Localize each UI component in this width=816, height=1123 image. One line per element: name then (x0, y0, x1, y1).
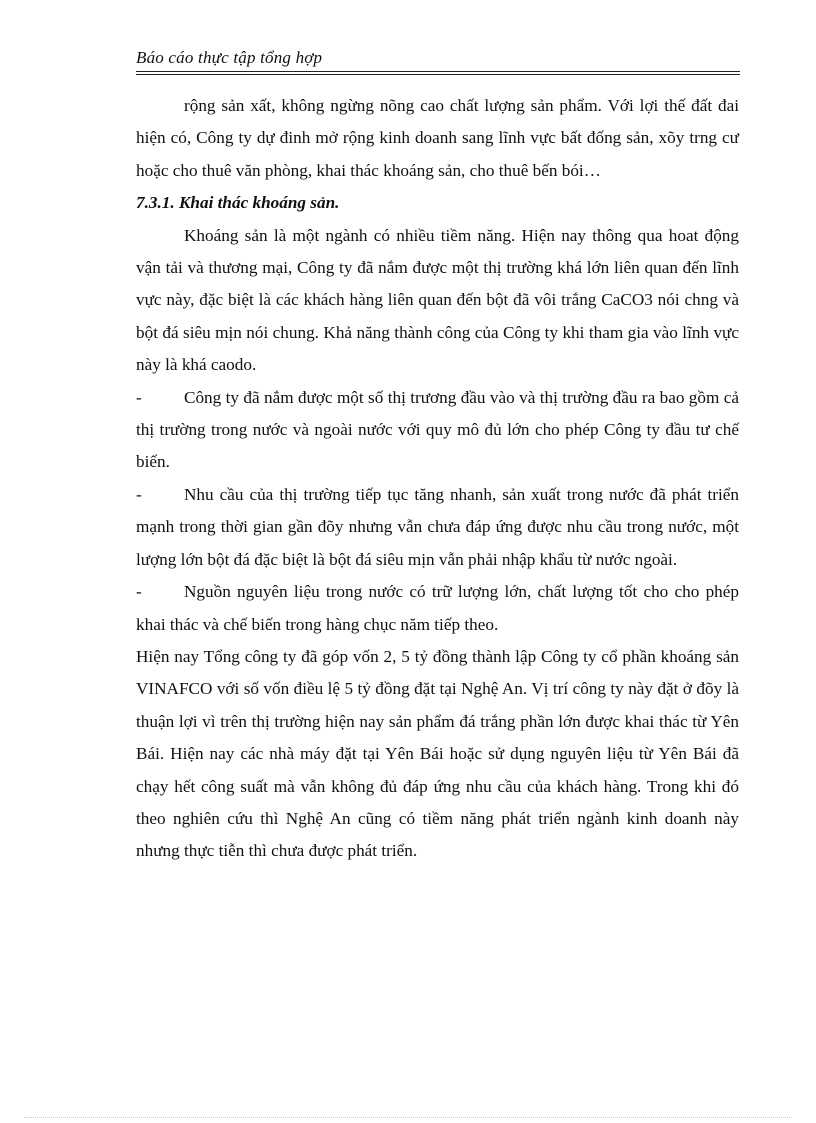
bullet-dash: - (136, 387, 142, 407)
page-header (136, 48, 740, 75)
bullet-dash: - (136, 582, 142, 602)
paragraph-vinafco: Hiện nay Tổng công ty đã góp vốn 2, 5 tỷ đồng thành lập Công ty cổ phần khoáng sản VINAFCO với số vốn điều lệ 5 tỷ đồng đặt tại Nghệ An. Vị trí công ty này đặt ở đõy là thuận lợi vì trên thị trường hiện nay sản phẩm đá trắng phần lớn được khai thác từ Yên Bái. Hiện nay các nhà máy đặt tại Yên Bái hoặc sử dụng nguyên liệu từ Yên Bái đã chạy hết công suất mà vẫn không đủ đáp ứng nhu cầu của khách hàng. Trong khi đó theo nghiên cứu thì Nghệ An cũng có tiềm năng phát triển ngành kinh doanh này nhưng thực tiễn thì chưa được phát triển. (136, 646, 739, 861)
bullet-item (136, 479, 739, 576)
header-title: Báo cáo thực tập tổng hợp (136, 48, 323, 67)
bullet-text: Nguồn nguyên liệu trong nước có trữ lượng lớn, chất lượng tốt cho cho phép khai thác và chế biến trong hàng chục năm tiếp theo. (136, 582, 739, 634)
page-bottom-border (24, 1117, 792, 1118)
header-rule-secondary (136, 74, 740, 75)
section-heading: 7.3.1. Khai thác khoáng sản. (136, 193, 340, 213)
bullet-dash: - (136, 484, 142, 504)
bullet-text: Công ty đã nắm được một số thị trương đầu vào và thị trường đầu ra bao gồm cả thị trường trong nước và ngoài nước với quy mô đủ lớn cho phép Công ty đầu tư chế biến. (136, 387, 739, 472)
header-rule (136, 71, 740, 72)
paragraph-minerals: Khoáng sản là một ngành có nhiều tiềm năng. Hiện nay thông qua hoat động vận tải và thương mại, Công ty đã nắm được một thị trường khá lớn liên quan đến lĩnh vực này, đặc biệt là các khách hàng liên quan đến bột đã vôi trắng CaCO3 nói chng và bột đá siêu mịn nói chung. Khả năng thành công của Công ty khi tham gia vào lĩnh vực này là khá caodo. (136, 225, 739, 375)
paragraph-intro: rộng sản xất, không ngừng nõng cao chất lượng sản phẩm. Với lợi thế đất đai hiện có, Công ty dự đinh mở rộng kinh doanh sang lĩnh vực bất đống sản, xõy trng cư hoặc cho thuê văn phòng, khai thác khoáng sản, cho thuê bến bói… (136, 96, 739, 180)
bullet-text: Nhu cầu của thị trường tiếp tục tăng nhanh, sản xuất trong nước đã phát triển mạnh trong thời gian gần đõy nhưng vẫn chưa đáp ứng được nhu cầu trong nước, một lượng lớn bột đá đặc biệt là bột đá siêu mịn vẫn phải nhập khẩu từ nước ngoài. (136, 484, 739, 569)
bullet-item (136, 576, 739, 641)
bullet-item (136, 382, 739, 479)
document-body (136, 90, 739, 868)
